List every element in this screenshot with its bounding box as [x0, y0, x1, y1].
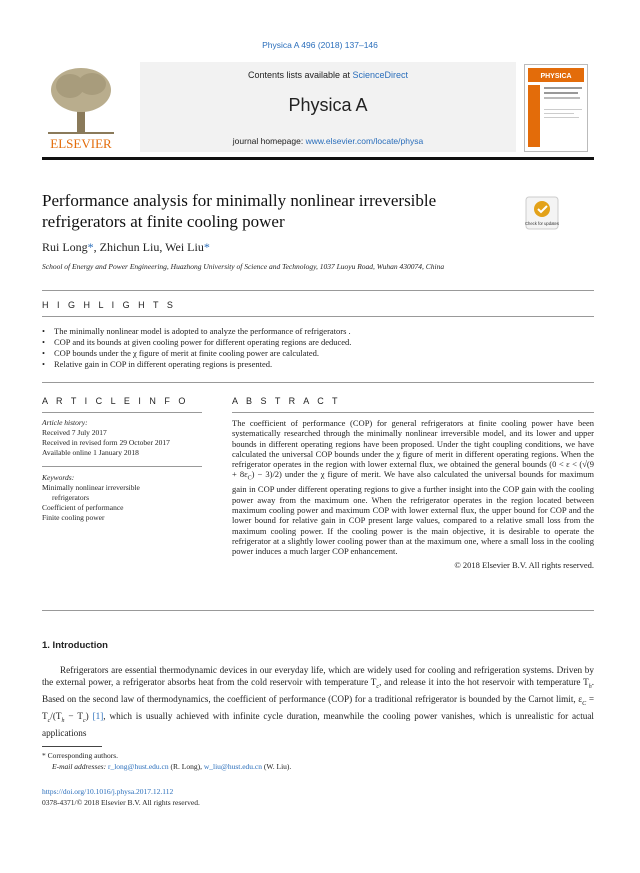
corresponding-note: * Corresponding authors.	[42, 751, 119, 760]
masthead-rule	[42, 157, 594, 160]
contents-line	[140, 70, 516, 80]
intro-sub: C	[582, 701, 587, 708]
abstract-heading: A B S T R A C T	[232, 396, 341, 406]
author-2[interactable]: Zhichun Liu	[99, 240, 160, 254]
highlights-rule	[42, 316, 594, 317]
intro-text: − T	[64, 711, 83, 722]
keyword-continuation: refrigerators	[52, 493, 90, 502]
sciencedirect-link[interactable]: ScienceDirect	[352, 70, 409, 80]
intro-sub: h	[588, 684, 592, 691]
author-3[interactable]: Wei Liu	[165, 240, 204, 254]
section-heading-introduction: 1. Introduction	[42, 640, 108, 651]
tree-logo-icon	[42, 62, 120, 152]
journal-reference[interactable]: Physica A 496 (2018) 137–146	[262, 40, 378, 50]
keyword: Coefficient of performance	[42, 503, 124, 512]
article-info-heading: A R T I C L E I N F O	[42, 396, 189, 406]
intro-sub: c	[376, 684, 380, 691]
highlight-item: • Relative gain in COP in different operating regions is presented.	[42, 359, 594, 370]
intro-sub: c	[47, 718, 51, 725]
intro-text: , which is usually achieved with infinite cycle duration, meanwhile the cooling power vanishes, which is unrealistic for actual applications	[42, 711, 594, 739]
intro-text: , and release it into the hot reservoir with temperature T	[379, 677, 589, 688]
author-1[interactable]: Rui Long	[42, 240, 88, 254]
contents-prefix: Contents lists available at	[247, 70, 353, 80]
intro-text: = T	[42, 694, 594, 722]
email-line	[42, 761, 291, 772]
check-updates-icon	[525, 196, 559, 230]
intro-text: /(T	[50, 711, 62, 722]
email-link-long[interactable]: r_long@hust.edu.cn	[107, 762, 169, 771]
revised-date: Received in revised form 29 October 2017	[42, 438, 170, 447]
email-owner: (R. Long),	[168, 762, 204, 771]
received-date: Received 7 July 2017	[42, 428, 107, 437]
footnotes	[42, 750, 291, 772]
abstract-text-a: The coefficient of performance (COP) for general refrigerators at finite cooling power have been systematically researched through the minimally nonlinear irreversible model, and its lower and upper bounds in different operating regions have been proposed. Under the tight coupling conditions, we have calculated the universal COP bounds under the χ figure of merit in different operating regions. When the refrigerator operates in the region with lower external flux, we obtained the general bounds (0 < ε < (√(9 + 8ε	[232, 418, 594, 480]
paper-title: Performance analysis for minimally nonlinear irreversible refrigerators at finite cooling power	[42, 191, 437, 231]
copyright-line: © 2018 Elsevier B.V. All rights reserved.	[454, 559, 594, 570]
cover-title: PHYSICA	[540, 73, 572, 80]
intro-text: )	[85, 711, 93, 722]
doi-link[interactable]: https://doi.org/10.1016/j.physa.2017.12.112	[42, 787, 174, 796]
issn-line: 0378-4371/© 2018 Elsevier B.V. All rights reserved.	[42, 798, 200, 807]
highlights-heading: H I G H L I G H T S	[42, 300, 176, 310]
check-updates-label: Check for updates	[525, 221, 559, 226]
keywords-label: Keywords:	[42, 473, 75, 482]
intro-sub: c	[82, 718, 86, 725]
keyword: Finite cooling power	[42, 513, 105, 522]
online-date: Available online 1 January 2018	[42, 448, 139, 457]
highlight-item: • The minimally nonlinear model is adopted to analyze the performance of refrigerators .	[42, 326, 594, 337]
highlights-bottom-rule	[42, 382, 594, 383]
abstract-bottom-rule	[42, 610, 594, 611]
abstract-text-b: ) − 3)/2) under the χ figure of merit. We have also calculated the universal bounds for maximum gain in COP under different operating regions to give a further insight into the COP gain with the cooling power away from the maximum one. When the refrigerator operates in the region located between maximum cooling power and maximum COP with lower external flux, the upper bound for COP and the lower bound for relative gain in COP present large values, compared to a relative small loss from the maximum cooling power. If the cooling power is the main objective, it is desirable to operate the refrigerator at a slightly lower cooling power than at the maximum one, where a small loss in the cooling power induces a much larger COP enhancement.	[232, 469, 594, 557]
highlights-top-rule	[42, 290, 594, 291]
elsevier-logo	[42, 62, 120, 152]
journal-info-box	[140, 62, 516, 152]
intro-text: . Based on the second law of thermodynamics, the coefficient of performance (COP) for a traditional refrigerator is bounded by the Carnot limit, ε	[42, 677, 594, 705]
journal-cover-icon	[525, 65, 587, 151]
article-info	[42, 418, 202, 523]
masthead	[42, 62, 594, 152]
publisher-logo-text: ELSEVIER	[50, 136, 112, 151]
affiliation: School of Energy and Power Engineering, Huazhong University of Science and Technology, 1037 Luoyu Road, Wuhan 430074, China	[42, 262, 445, 271]
abstract-rule	[232, 412, 594, 413]
highlight-item: • COP and its bounds at given cooling power for different operating regions are deduced.	[42, 337, 594, 348]
intro-sub: h	[61, 718, 65, 725]
history-label: Article history:	[42, 418, 88, 427]
intro-text: Refrigerators are essential thermodynamic devices in our everyday life, which are widely used for cooling and refrigeration systems. Driven by the external power, a refrigerator absorbs heat from the cold reservoir with temperature T	[42, 665, 594, 688]
journal-title: Physica A	[288, 95, 368, 115]
intro-paragraph	[42, 664, 594, 740]
email-link-liu[interactable]: w_liu@hust.edu.cn	[203, 762, 262, 771]
homepage-link[interactable]: www.elsevier.com/locate/physa	[305, 136, 424, 146]
footnote-rule	[42, 746, 102, 747]
keyword: Minimally nonlinear irreversible	[42, 483, 140, 492]
abstract-subscript: C	[247, 476, 252, 483]
citation-link[interactable]: [1]	[92, 711, 104, 722]
doi-block	[42, 786, 200, 808]
author-1-mark[interactable]: *	[87, 240, 94, 254]
journal-cover	[524, 64, 588, 152]
email-label: E-mail addresses:	[52, 762, 108, 771]
author-3-mark[interactable]: *	[203, 240, 210, 254]
highlights-list	[42, 326, 594, 370]
keywords-rule	[42, 466, 202, 467]
author-list: Rui Long*, Zhichun Liu, Wei Liu*	[42, 240, 210, 254]
email-owner: (W. Liu).	[262, 762, 292, 771]
homepage-line	[140, 136, 516, 146]
article-info-rule	[42, 412, 202, 413]
abstract-body	[232, 418, 594, 570]
check-for-updates-badge[interactable]	[525, 196, 559, 230]
homepage-prefix: journal homepage:	[232, 136, 306, 146]
highlight-item: • COP bounds under the χ figure of merit at finite cooling power are calculated.	[42, 348, 594, 359]
